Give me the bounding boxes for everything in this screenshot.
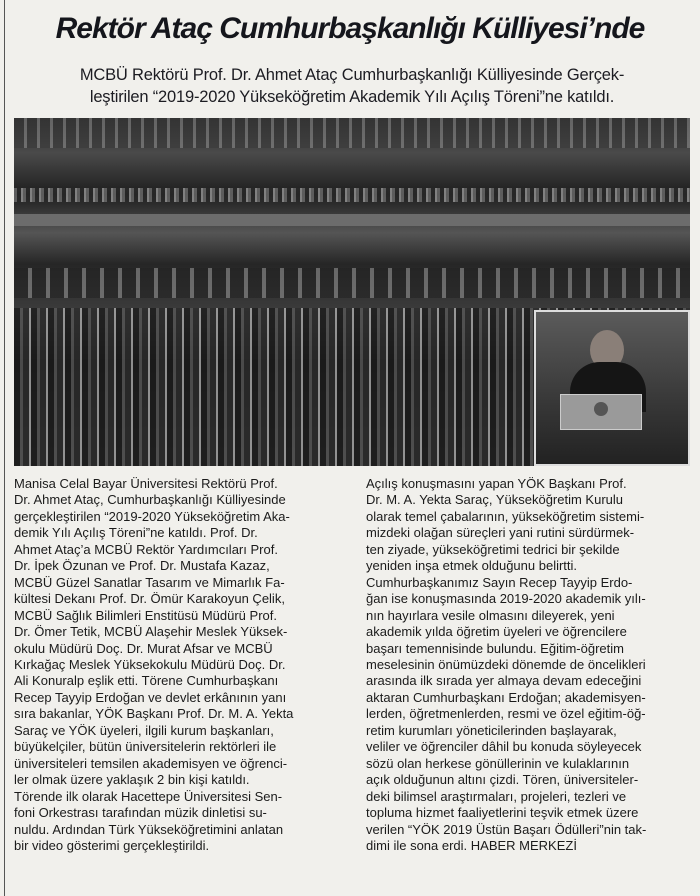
inset-speaker-photo bbox=[534, 310, 690, 466]
text-line: ten ziyade, yükseköğretimi tedrici bir şekilde bbox=[366, 541, 620, 557]
text-line: retim kurumları yöneticilerinden başlayarak, bbox=[366, 722, 617, 738]
subheadline bbox=[14, 64, 690, 108]
text-line: Dr. İpek Özunan ve Prof. Dr. Mustafa Kazaz, bbox=[14, 558, 270, 574]
text-line: demik Yılı Açılış Töreni”ne katıldı. Prof. Dr. bbox=[14, 525, 258, 541]
text-line: Açılış konuşmasını yapan YÖK Başkanı Prof. bbox=[366, 476, 627, 491]
text-line: nın hayırlara vesile olmasını dileyerek, yeni bbox=[366, 607, 615, 623]
text-line: nuldu. Ardından Türk Yükseköğretimini anlatan bbox=[14, 821, 284, 837]
text-line: açık olduğunun altını çizdi. Tören, üniversiteler- bbox=[366, 772, 639, 788]
text-line: mizdeki olağan süreçleri yani rutini sürdürmek- bbox=[366, 525, 635, 541]
podium-emblem bbox=[594, 402, 608, 416]
text-line: kültesi Dekanı Prof. Dr. Ömür Karakoyun Çelik, bbox=[14, 591, 285, 607]
text-line: dimi ile sona erdi. HABER MERKEZİ bbox=[366, 837, 577, 853]
headline: Rektör Ataç Cumhurbaşkanlığı Külliyesi’nde bbox=[55, 12, 645, 45]
text-line: sözü olan herkese gönüllerinin ve kulaklarının bbox=[366, 755, 630, 771]
page-border bbox=[4, 0, 5, 896]
text-line: okulu Müdürü Doç. Dr. Murat Afsar ve MCBÜ bbox=[14, 640, 273, 656]
text-line: gerçekleştirilen “2019-2020 Yükseköğretim Aka- bbox=[14, 508, 290, 524]
text-line: Ali Konuralp eşlik etti. Törene Cumhurbaşkanı bbox=[14, 673, 279, 689]
text-line: Manisa Celal Bayar Üniversitesi Rektörü Prof. bbox=[14, 476, 278, 491]
text-line: MCBÜ Güzel Sanatlar Tasarım ve Mimarlık Fa- bbox=[14, 574, 285, 590]
text-line: büyükelçiler, bütün üniversitelerin rektörleri ile bbox=[14, 739, 277, 755]
text-line: Dr. M. A. Yekta Saraç, Yükseköğretim Kurulu bbox=[366, 492, 623, 508]
text-line: akademik yılda öğretim üyeleri ve öğrencilere bbox=[366, 624, 627, 640]
text-line: Törende ilk olarak Hacettepe Üniversitesi Sen- bbox=[14, 788, 283, 804]
text-line: yeniden inşa etmek olduğunu belirtti. bbox=[366, 558, 578, 574]
text-line: deki bilimsel araştırmaları, projeleri, tezleri ve bbox=[366, 788, 627, 804]
photo-balcony-crowd bbox=[14, 188, 690, 202]
text-line: Ahmet Ataç’a MCBÜ Rektör Yardımcıları Prof. bbox=[14, 541, 278, 557]
text-line: üniversiteleri temsilen akademisyen ve öğrenci- bbox=[14, 755, 288, 771]
text-line: Dr. Ahmet Ataç, Cumhurbaşkanlığı Külliyesinde bbox=[14, 492, 286, 508]
text-line: Recep Tayyip Erdoğan ve devlet erkânının yanı bbox=[14, 689, 287, 705]
text-line: başarı temennisinde bulundu. Eğitim-öğretim bbox=[366, 640, 624, 656]
text-line: olarak temel çabalarının, yükseköğretim sistemi- bbox=[366, 508, 645, 524]
text-line: ğan ise konuşmasında 2019-2020 akademik yılı- bbox=[366, 591, 646, 607]
text-line: foni Orkestrası tarafından müzik dinletisi su- bbox=[14, 805, 267, 821]
text-line: verilen “YÖK 2019 Üstün Başarı Ödülleri”nin tak- bbox=[366, 821, 647, 837]
photo-upper-balcony bbox=[14, 118, 690, 148]
photo-balcony-rail bbox=[14, 214, 690, 226]
text-line: meselesinin önümüzdeki dönemde de öncelikleri bbox=[366, 656, 646, 672]
article-column-1 bbox=[14, 476, 354, 854]
ceremony-hall-photo bbox=[14, 118, 690, 466]
text-line: MCBÜ Sağlık Bilimleri Enstitüsü Müdürü Prof. bbox=[14, 607, 277, 623]
text-line: aktaran Cumhurbaşkanı Erdoğan; akademisyen- bbox=[366, 689, 646, 705]
text-line: ler olmak üzere yaklaşık 2 bin kişi katıldı. bbox=[14, 772, 250, 788]
text-line: Cumhurbaşkanımız Sayın Recep Tayyip Erdo- bbox=[366, 574, 633, 590]
text-line: lerden, öğretmenlerden, resmi ve özel eğitim-öğ- bbox=[366, 706, 646, 722]
subheadline-line: MCBÜ Rektörü Prof. Dr. Ahmet Ataç Cumhurbaşkanlığı Külliyesinde Gerçek- bbox=[79, 66, 625, 84]
text-line: sıra bakanlar, YÖK Başkanı Prof. Dr. M. A. Yekta bbox=[14, 706, 294, 722]
text-line: arasında ilk sırada yer almaya devam edeceğini bbox=[366, 673, 642, 689]
photo-columns bbox=[14, 268, 690, 298]
text-line: Saraç ve YÖK üyeleri, ilgili kurum başkanları, bbox=[14, 722, 274, 738]
subheadline-line: leştirilen “2019-2020 Yükseköğretim Akademik Yılı Açılış Töreni”ne katıldı. bbox=[89, 88, 615, 106]
text-line: veliler ve öğrenciler dâhil bu konuda söyleyecek bbox=[366, 739, 642, 755]
text-line: Kırkağaç Meslek Yüksekokulu Müdürü Doç. Dr. bbox=[14, 656, 286, 672]
text-line: topluma hizmet faaliyetlerini teşvik etmek üzere bbox=[366, 805, 639, 821]
article-column-2 bbox=[366, 476, 690, 854]
text-line: Dr. Ömer Tetik, MCBÜ Alaşehir Meslek Yüksek- bbox=[14, 624, 288, 640]
text-line: bir video gösterimi gerçekleştirildi. bbox=[14, 837, 210, 853]
